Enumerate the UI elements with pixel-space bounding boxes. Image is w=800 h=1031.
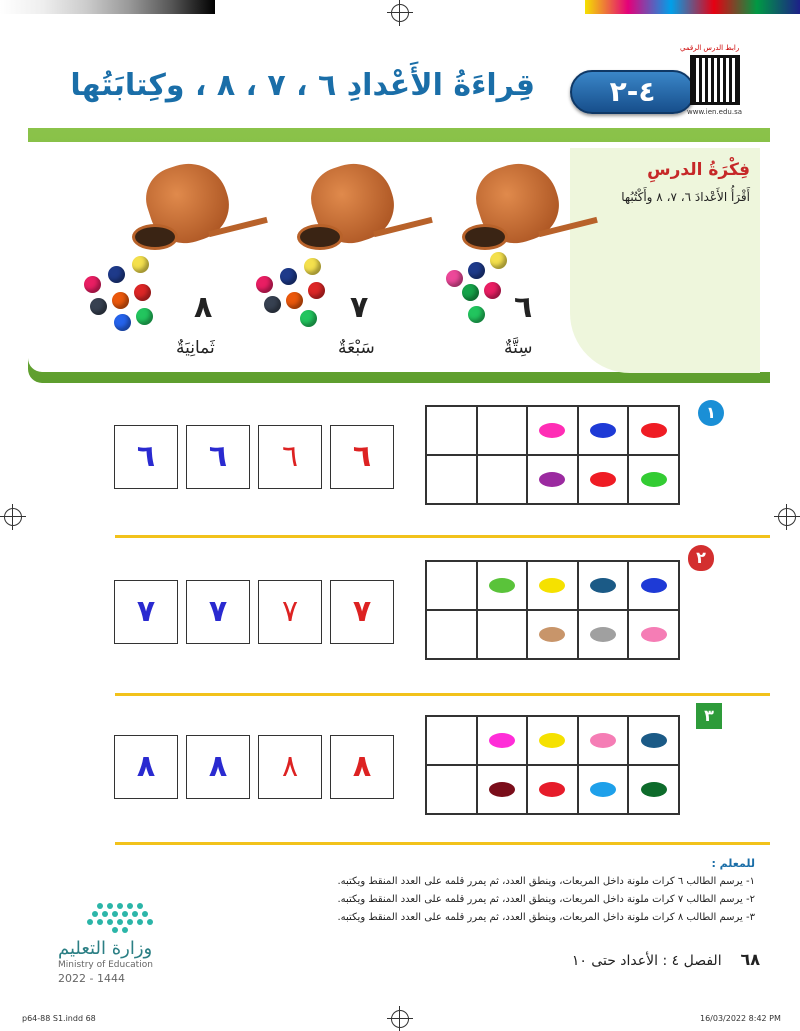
ball-icon [90, 298, 107, 315]
grid-cell[interactable] [477, 406, 528, 455]
grid-cell[interactable] [578, 561, 629, 610]
counting-grid[interactable] [425, 560, 680, 660]
colored-ball [489, 733, 515, 748]
grid-cell[interactable] [527, 765, 578, 814]
color-bar-right [585, 0, 800, 14]
grid-cell[interactable] [426, 716, 477, 765]
separator [115, 693, 770, 696]
registration-mark-top [391, 4, 409, 22]
colored-ball [539, 627, 565, 642]
grid-cell[interactable] [578, 610, 629, 659]
ball-icon [256, 276, 273, 293]
bag-icon [303, 164, 399, 254]
exercise-badge: ١ [698, 400, 724, 426]
digit-box: ٨ [186, 735, 250, 799]
grid-cell[interactable] [426, 765, 477, 814]
registration-mark-bottom [391, 1010, 409, 1028]
colored-ball [590, 627, 616, 642]
faded-digit-box[interactable]: ٨ [258, 735, 322, 799]
traced-digit-box[interactable]: ٨ [330, 735, 394, 799]
grid-cell[interactable] [477, 765, 528, 814]
digit-box: ٧ [186, 580, 250, 644]
ministry-logo [40, 900, 210, 985]
qr-caption-top: رابط الدرس الرقمي [680, 44, 740, 52]
grid-cell[interactable] [628, 765, 679, 814]
colored-ball [539, 472, 565, 487]
banner-content [28, 142, 770, 372]
grid-cell[interactable] [527, 716, 578, 765]
colored-ball [489, 782, 515, 797]
teacher-note-item: ١- يرسم الطالب ٦ كرات ملونة داخل المربعات، وينطق العدد، ثم يمرر قلمه على العدد المنقط ويكتبه. [337, 876, 755, 887]
exercise-badge: ٢ [688, 545, 714, 571]
colored-ball [641, 782, 667, 797]
lesson-banner [28, 128, 770, 383]
ball-icon [134, 284, 151, 301]
ministry-name-ar: وزارة التعليم [58, 938, 153, 959]
digit-box: ٦ [186, 425, 250, 489]
grid-cell[interactable] [628, 455, 679, 504]
teacher-notes-heading: للمعلم : [711, 857, 755, 870]
grid-cell[interactable] [578, 716, 629, 765]
group-word: ثَمانِيَةٌ [176, 338, 215, 358]
ministry-logo-icon [40, 900, 190, 934]
lesson-number: ٤-٢ [609, 75, 656, 108]
slug-right: 16/03/2022 8:42 PM [700, 1014, 781, 1023]
grid-cell[interactable] [527, 406, 578, 455]
grid-cell[interactable] [426, 455, 477, 504]
counting-grid[interactable] [425, 715, 680, 815]
separator [115, 535, 770, 538]
teacher-notes [235, 855, 755, 927]
grid-cell[interactable] [426, 406, 477, 455]
ball-icon [308, 282, 325, 299]
page-number: ٦٨ [740, 950, 760, 969]
grid-cell[interactable] [578, 455, 629, 504]
grid-cell[interactable] [477, 561, 528, 610]
lesson-title: قِراءَةُ الأَعْدادِ ٦ ، ٧ ، ٨ ، وكِتابَتُها [70, 68, 535, 103]
lesson-idea-text: أَقْرَأُ الأَعْدادَ ٦، ٧، ٨ وأَكْتُبُها [621, 190, 750, 204]
ball-icon [446, 270, 463, 287]
colored-ball [590, 733, 616, 748]
lesson-number-badge [570, 70, 695, 114]
colored-ball [590, 472, 616, 487]
group-word: سَبْعَةٌ [338, 338, 375, 358]
colored-ball [641, 423, 667, 438]
qr-code-icon[interactable] [690, 55, 740, 105]
registration-mark-left [4, 508, 22, 526]
qr-caption-bottom: www.ien.edu.sa [687, 108, 743, 116]
ball-icon [304, 258, 321, 275]
ball-icon [484, 282, 501, 299]
faded-digit-box[interactable]: ٦ [258, 425, 322, 489]
grid-cell[interactable] [628, 716, 679, 765]
grid-cell[interactable] [477, 610, 528, 659]
ball-icon [286, 292, 303, 309]
counting-grid[interactable] [425, 405, 680, 505]
digit-box: ٧ [114, 580, 178, 644]
group-word: سِتَّةٌ [504, 338, 533, 358]
grid-cell[interactable] [426, 610, 477, 659]
colored-ball [590, 782, 616, 797]
slug-left: p64-88 S1.indd 68 [22, 1014, 96, 1023]
group-numeral: ٨ [194, 290, 213, 325]
registration-mark-right [778, 508, 796, 526]
lesson-idea-heading: فِكْرَةُ الدرسِ [647, 160, 750, 180]
colored-ball [641, 627, 667, 642]
colored-ball [489, 578, 515, 593]
colored-ball [641, 733, 667, 748]
ball-icon [300, 310, 317, 327]
ball-icon [468, 262, 485, 279]
colored-ball [641, 472, 667, 487]
colored-ball [539, 578, 565, 593]
separator [115, 842, 770, 845]
bag-icon [138, 164, 234, 254]
page-footer [572, 950, 760, 969]
ball-icon [490, 252, 507, 269]
lesson-header [30, 50, 770, 120]
grid-cell[interactable] [578, 765, 629, 814]
teacher-note-item: ٢- يرسم الطالب ٧ كرات ملونة داخل المربعات، وينطق العدد، ثم يمرر قلمه على العدد المنقط ويكتبه. [337, 894, 755, 905]
grid-cell[interactable] [578, 406, 629, 455]
ball-icon [132, 256, 149, 273]
ball-icon [112, 292, 129, 309]
colored-ball [539, 733, 565, 748]
colored-ball [590, 423, 616, 438]
ministry-year: 2022 - 1444 [58, 972, 125, 985]
ball-icon [468, 306, 485, 323]
colored-ball [590, 578, 616, 593]
chapter-title: الفصل ٤ : الأعداد حتى ١٠ [571, 953, 722, 969]
traced-digit-box[interactable]: ٦ [330, 425, 394, 489]
ball-icon [114, 314, 131, 331]
ball-icon [84, 276, 101, 293]
grid-cell[interactable] [628, 406, 679, 455]
ball-icon [462, 284, 479, 301]
ball-icon [264, 296, 281, 313]
color-bar-left [0, 0, 215, 14]
faded-digit-box[interactable]: ٧ [258, 580, 322, 644]
bag-icon [468, 164, 564, 254]
grid-cell[interactable] [527, 561, 578, 610]
ball-icon [280, 268, 297, 285]
group-numeral: ٧ [350, 290, 369, 325]
colored-ball [641, 578, 667, 593]
ministry-name-en: Ministry of Education [58, 960, 153, 970]
colored-ball [539, 782, 565, 797]
grid-cell[interactable] [628, 610, 679, 659]
digit-box: ٨ [114, 735, 178, 799]
ball-icon [136, 308, 153, 325]
grid-cell[interactable] [477, 455, 528, 504]
grid-cell[interactable] [527, 455, 578, 504]
grid-cell[interactable] [628, 561, 679, 610]
traced-digit-box[interactable]: ٧ [330, 580, 394, 644]
grid-cell[interactable] [426, 561, 477, 610]
lesson-idea-box [570, 148, 760, 373]
ball-icon [108, 266, 125, 283]
exercise-badge: ٣ [696, 703, 722, 729]
group-numeral: ٦ [514, 290, 533, 325]
colored-ball [539, 423, 565, 438]
digit-box: ٦ [114, 425, 178, 489]
grid-cell[interactable] [477, 716, 528, 765]
teacher-note-item: ٣- يرسم الطالب ٨ كرات ملونة داخل المربعات، وينطق العدد، ثم يمرر قلمه على العدد المنقط ويكتبه. [337, 912, 755, 923]
grid-cell[interactable] [527, 610, 578, 659]
